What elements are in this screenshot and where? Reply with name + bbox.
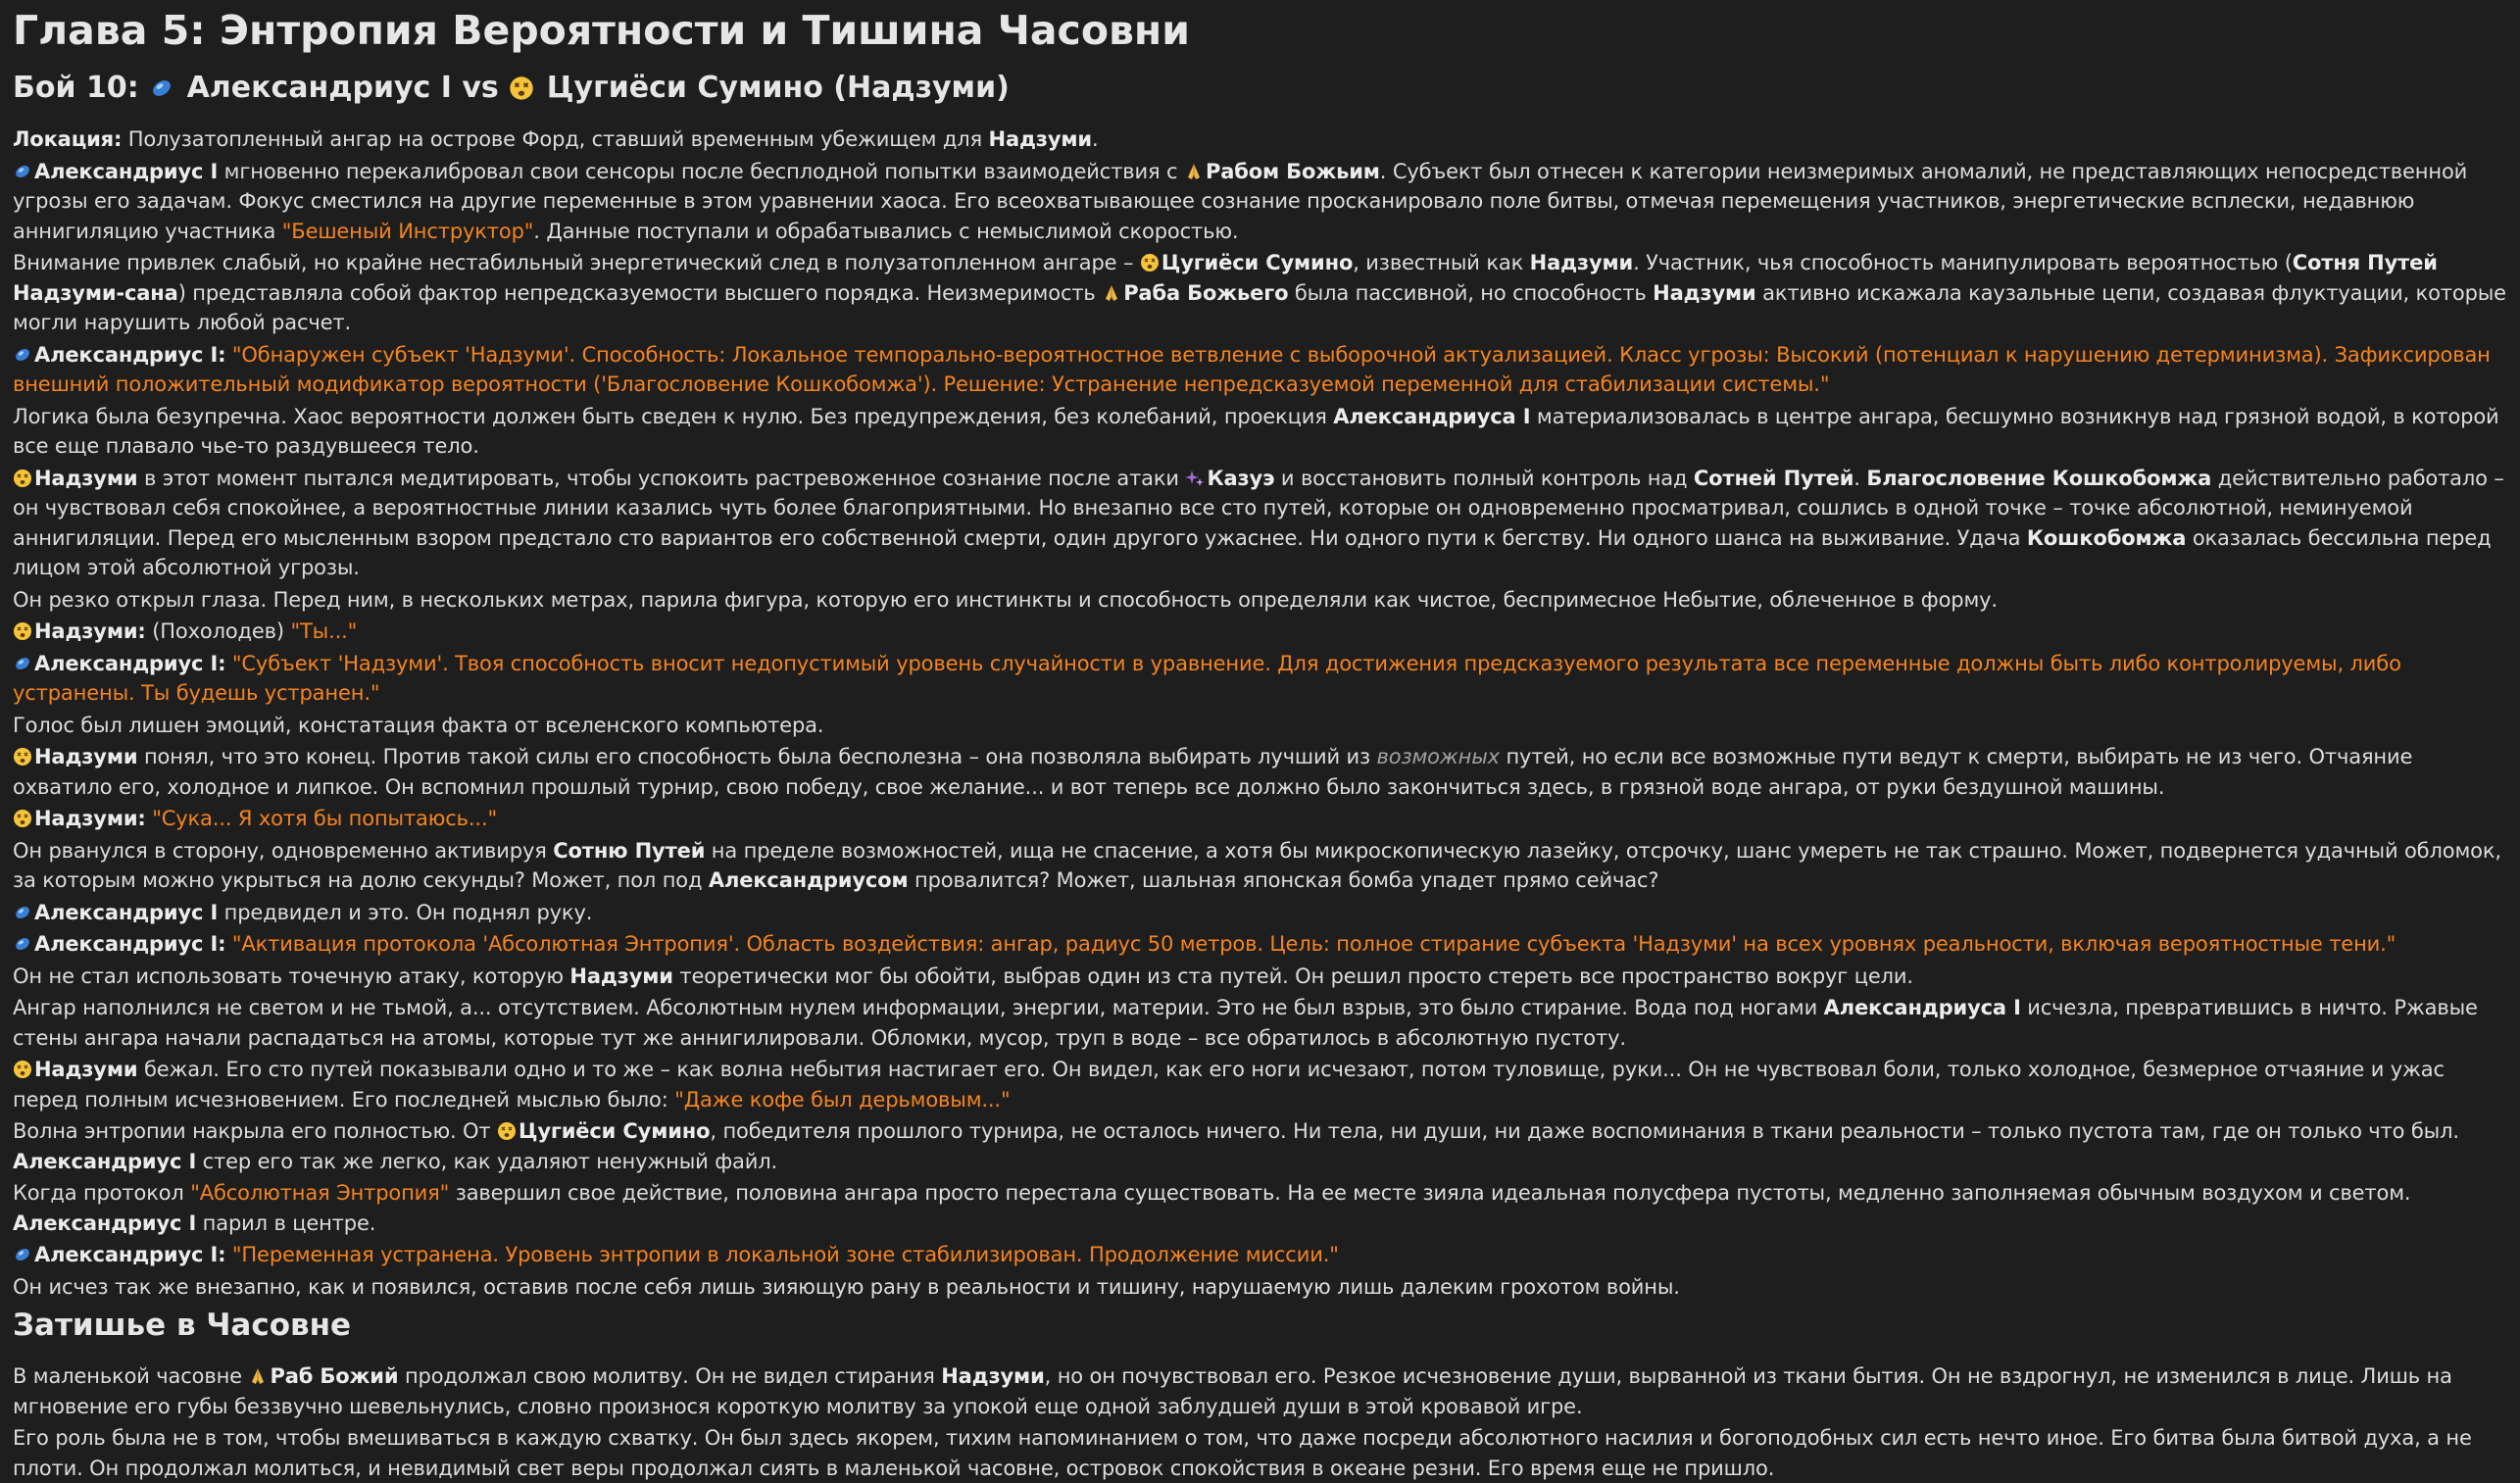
paragraph-8: Надзуми: (Похолодев) "Ты..." <box>13 617 2507 647</box>
dizzy-face-icon <box>509 75 534 101</box>
dizzy-face-icon <box>13 469 32 488</box>
paragraph-24: Его роль была не в том, чтобы вмешиваться в каждую схватку. Он был здесь якорем, тихим напоминанием о том, что даже посреди абсолютного насилия и богоподобных сил есть нечто иное. Его битва была битвой духа, а не плоти. Он продолжал молиться, и невидимый свет веры продолжал сиять в маленькой часовне, островок спокойствия в океане резни. Его время еще не пришло. <box>13 1426 2472 1480</box>
blue-crystal-icon <box>13 654 32 673</box>
chapter-title: Глава 5: Энтропия Вероятности и Тишина Часовни <box>13 7 1190 54</box>
paragraph-22: Он исчез так же внезапно, как и появился, оставив после себя лишь зияющую рану в реальности и тишину, нарушаемую лишь далеким грохотом войны. <box>13 1274 1680 1299</box>
fighter1-name: Александриус I <box>186 71 452 105</box>
section-title: Затишье в Часовне <box>13 1308 352 1343</box>
paragraph-2: Александриус I мгновенно перекалибровал свои сенсоры после бесплодной попытки взаимодействия с Рабом Божьим. Субъект был отнесен к категории неизмеримых аномалий, не представляющих непосредственной угрозы его задачам. Фокус сместился на другие переменные в этом уравнении хаоса. Его всеохватывающее сознание просканировало поле битвы, отмечая перемещения участников, энергетические всплески, недавнюю аннигиляцию участника "Бешеный Инструктор". Данные поступали и обрабатывались с немыслимой скоростью. <box>13 159 2468 243</box>
blue-crystal-icon <box>13 1245 32 1264</box>
praying-hands-icon <box>248 1366 268 1386</box>
blue-crystal-icon <box>149 75 174 101</box>
sparkles-icon <box>1185 469 1205 488</box>
paragraph-15: Александриус I: "Активация протокола 'Абсолютная Энтропия'. Область воздействия: ангар, радиус 50 метров. Цель: полное стирание субъекта 'Надзуми' на всех уровнях реальности, включая вероятностные тени." <box>13 929 2507 960</box>
location-label: Локация: <box>13 127 123 151</box>
blue-crystal-icon <box>13 162 32 181</box>
paragraph-11: Надзуми понял, что это конец. Против такой силы его способность была бесполезна – она позволяла выбирать лучший из возможных путей, но если все возможные пути ведут к смерти, выбирать не из чего. Отчаяние охватило его, холодное и липкое. Он вспомнил прошлый турнир, свою победу, свое желание... и вот теперь все должно было закончиться здесь, в грязной воде ангара, от руки бездушной машины. <box>13 745 2413 799</box>
blue-crystal-icon <box>13 934 32 954</box>
fight-prefix: Бой 10: <box>13 71 139 105</box>
dizzy-face-icon <box>1140 253 1160 272</box>
paragraph-6: Надзуми в этот момент пытался медитировать, чтобы успокоить растревоженное сознание после атаки Казуэ и восстановить полный контроль над Сотней Путей. Благословение Кошкобомжа действительно работало – он чувствовал себя спокойнее, а вероятностные линии казались чуть более благоприятными. Но внезапно все сто путей, которые он одновременно просматривал, сошлись в одной точке – точке абсолютной, неминуемой аннигиляции. Перед его мысленным взором предстало сто вариантов его собственной смерти, один другого ужаснее. Ни одного пути к бегству. Ни одного шанса на выживание. Удача Кошкобомжа оказалась бессильна перед лицом этой абсолютной угрозы. <box>13 466 2504 579</box>
paragraph-3: Внимание привлек слабый, но крайне нестабильный энергетический след в полузатопленном ангаре – Цугиёси Сумино, известный как Надзуми. Участник, чья способность манипулировать вероятностью (Сотня Путей Надзуми-сана) представляла собой фактор непредсказуемости высшего порядка. Неизмеримость Раба Божьего была пассивной, но способность Надзуми активно искажала каузальные цепи, создавая флуктуации, которые могли нарушить любой расчет. <box>13 251 2506 334</box>
paragraph-4: Александриус I: "Обнаружен субъект 'Надзуми'. Способность: Локальное темпорально-вероятностное ветвление с выборочной актуализацией. Класс угрозы: Высокий (потенциал к нарушению детерминизма). Зафиксирован внешний положительный модификатор вероятности ('Благословение Кошкобомжа'). Решение: Устранение непредсказуемой переменной для стабилизации системы." <box>13 342 2491 396</box>
dizzy-face-icon <box>497 1121 517 1141</box>
blue-crystal-icon <box>13 903 32 922</box>
paragraph-16: Он не стал использовать точечную атаку, которую Надзуми теоретически мог бы обойти, выбрав один из ста путей. Он решил просто стереть все пространство вокруг цели. <box>13 964 1913 988</box>
dizzy-face-icon <box>13 621 32 641</box>
paragraph-21: Александриус I: "Переменная устранена. Уровень энтропии в локальной зоне стабилизирован. Продолжение миссии." <box>13 1240 2507 1270</box>
paragraph-9: Александриус I: "Субъект 'Надзуми'. Твоя способность вносит недопустимый уровень случайности в уравнение. Для достижения предсказуемого результата все переменные должны быть либо контролируемы, либо устранены. Ты будешь устранен." <box>13 651 2401 705</box>
blue-crystal-icon <box>13 345 32 365</box>
paragraph-10: Голос был лишен эмоций, констатация факта от вселенского компьютера. <box>13 713 824 737</box>
paragraph-18: Надзуми бежал. Его сто путей показывали одно и то же – как волна небытия настигает его. Он видел, как его ноги исчезают, потом туловище, руки... Он не чувствовал боли, только холодное, безмерное отчаяние и ужас перед полным исчезновением. Его последней мыслью было: "Даже кофе был дерьмовым..." <box>13 1058 2445 1112</box>
paragraph-13: Он рванулся в сторону, одновременно активируя Сотню Путей на пределе возможностей, ища не спасение, а хотя бы микроскопическую лазейку, отсрочку, шанс умереть не так страшно. Может, подвернется удачный обломок, за которым можно укрыться на долю секунды? Может, пол под Александриусом провалится? Может, шальная японская бомба упадет прямо сейчас? <box>13 838 2501 892</box>
paragraph-23: В маленькой часовне Раб Божий продолжал свою молитву. Он не видел стирания Надзуми, но он почувствовал его. Резкое исчезновение души, вырванной из ткани бытия. Он не вздрогнул, не изменился в лице. Лишь на мгновение его губы беззвучно шевельнулись, словно произнося короткую молитву за упокой еще одной заблудшей души в этой кровавой игре. <box>13 1364 2452 1418</box>
paragraph-12: Надзуми: "Сука... Я хотя бы попытаюсь..." <box>13 804 2507 834</box>
paragraph-location: Локация: Полузатопленный ангар на острове Форд, ставший временным убежищем для Надзуми. <box>13 127 1099 151</box>
dizzy-face-icon <box>13 1060 32 1079</box>
dizzy-face-icon <box>13 809 32 828</box>
paragraph-7: Он резко открыл глаза. Перед ним, в нескольких метрах, парила фигура, которую его инстинкты и способность определяли как чистое, беспримесное Небытие, облеченное в форму. <box>13 587 1998 612</box>
paragraph-20: Когда протокол "Абсолютная Энтропия" завершил свое действие, половина ангара просто перестала существовать. На ее месте зияла идеальная полусфера пустоты, медленно заполняемая обычным воздухом и светом. Александриус I парил в центре. <box>13 1181 2411 1235</box>
dizzy-face-icon <box>13 747 32 766</box>
praying-hands-icon <box>1184 162 1204 181</box>
fight-heading <box>13 69 2507 108</box>
paragraph-19: Волна энтропии накрыла его полностью. От Цугиёси Сумино, победителя прошлого турнира, не осталось ничего. Ни тела, ни души, ни даже воспоминания в ткани реальности – только пустота там, где он только что был. Александриус I стер его так же легко, как удаляют ненужный файл. <box>13 1119 2459 1173</box>
paragraph-14: Александриус I предвидел и это. Он поднял руку. <box>13 898 2507 928</box>
paragraph-5: Логика была безупречна. Хаос вероятности должен быть сведен к нулю. Без предупреждения, без колебаний, проекция Александриуса I материализовалась в центре ангара, бесшумно возникнув над грязной водой, в которой все еще плавало чье-то раздувшееся тело. <box>13 404 2499 458</box>
paragraph-17: Ангар наполнился не светом и не тьмой, а... отсутствием. Абсолютным нулем информации, энергии, материи. Это не был взрыв, это было стирание. Вода под ногами Александриуса I исчезла, превратившись в ничто. Ржавые стены ангара начали распадаться на атомы, которые тут же аннигилировали. Обломки, мусор, труп в воде – все обратилось в абсолютную пустоту. <box>13 996 2478 1050</box>
vs-label: vs <box>462 71 499 105</box>
fighter2-name: Цугиёси Сумино (Надзуми) <box>546 71 1010 105</box>
praying-hands-icon <box>1102 283 1121 303</box>
